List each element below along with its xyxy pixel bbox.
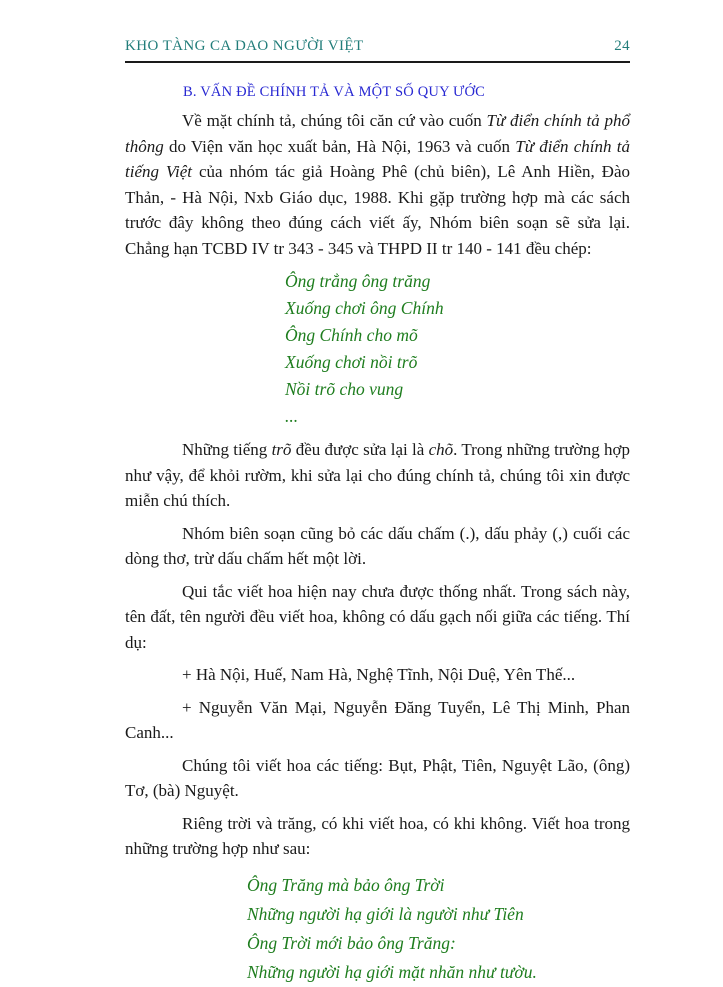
book-title: KHO TÀNG CA DAO NGƯỜI VIỆT — [125, 38, 364, 54]
text-run: . Trong những trường hợp như vậy, để khỏi rườm, khi sửa lại cho đúng chính tả, chúng tôi xin được miễn chú thích. — [125, 440, 631, 510]
verse-line: Xuống chơi ông Chính — [285, 298, 444, 318]
text-run: đều được sửa lại là — [291, 440, 429, 459]
example-place-names: + Hà Nội, Huế, Nam Hà, Nghệ Tĩnh, Nội Duệ, Yên Thế... — [182, 665, 576, 684]
paragraph-capitalized-words: Chúng tôi viết hoa các tiếng: Bụt, Phật, Tiên, Nguyệt Lão, (ông) Tơ, (bà) Nguyệt. — [125, 755, 630, 800]
running-header — [125, 38, 630, 55]
verse-line: Ông trẳng ông trăng — [285, 271, 431, 291]
text-run: của nhóm tác giả Hoàng Phê (chủ biên), Lê Anh Hiền, Đào Thản, - Hà Nội, Nxb Giáo dục, 1988. Khi gặp trường hợp mà các sách trước đây không theo đúng cách viết ấy, Nhóm biên soạn sẽ sửa lại. Chẳng hạn TCBD IV tr 343 - 345 và THPD II tr 140 - 141 đều chép: — [125, 162, 630, 258]
verse-line: Những người hạ giới là người như Tiên — [247, 903, 524, 924]
section-heading: B. VẤN ĐỀ CHÍNH TẢ VÀ MỘT SỐ QUY ƯỚC — [183, 84, 486, 100]
text-run: do Viện văn học xuất bản, Hà Nội, 1963 và cuốn — [163, 136, 516, 156]
body-text — [125, 108, 630, 987]
paragraph-punctuation: Nhóm biên soạn cũng bỏ các dấu chấm (.), dấu phảy (,) cuối các dòng thơ, trừ dấu chấm hết một lời. — [125, 523, 630, 568]
italic-run: Từ điển chính tả tiếng Việt — [125, 136, 630, 181]
italic-run: trõ — [271, 440, 292, 459]
verse-block-1 — [285, 268, 630, 430]
verse-line: Ông Trăng mà bảo ông Trời — [247, 874, 445, 895]
page-number: 24 — [614, 38, 630, 54]
paragraph-sources — [125, 108, 630, 261]
verse-line: Ông Chính cho mõ — [285, 325, 418, 345]
italic-run: Từ điển chính tả phổ thông — [125, 111, 630, 156]
italic-run: chõ — [428, 440, 454, 459]
verse-line: Nồi trõ cho vung — [285, 379, 404, 399]
example-person-names: + Nguyễn Văn Mại, Nguyễn Đăng Tuyển, Lê Thị Minh, Phan Canh... — [125, 697, 630, 742]
verse-block-2 — [247, 871, 630, 987]
verse-line: Ông Trời mới bảo ông Trăng: — [247, 932, 456, 953]
header-rule — [125, 61, 630, 63]
paragraph-sky-moon: Riêng trời và trăng, có khi viết hoa, có khi không. Viết hoa trong những trường hợp như sau: — [125, 813, 630, 858]
paragraph-tro-cho — [125, 437, 630, 514]
verse-line: Những người hạ giới mặt nhăn như tườu. — [247, 961, 537, 982]
verse-line: Xuống chơi nồi trõ — [285, 352, 418, 372]
paragraph-capitalization: Qui tắc viết hoa hiện nay chưa được thống nhất. Trong sách này, tên đất, tên người đều viết hoa, không có dấu gạch nối giữa các tiếng. Thí dụ: — [125, 581, 630, 652]
verse-line: ... — [285, 406, 299, 426]
text-run: Về mặt chính tả, chúng tôi căn cứ vào cuốn — [182, 111, 487, 130]
text-run: Những tiếng — [182, 440, 272, 459]
